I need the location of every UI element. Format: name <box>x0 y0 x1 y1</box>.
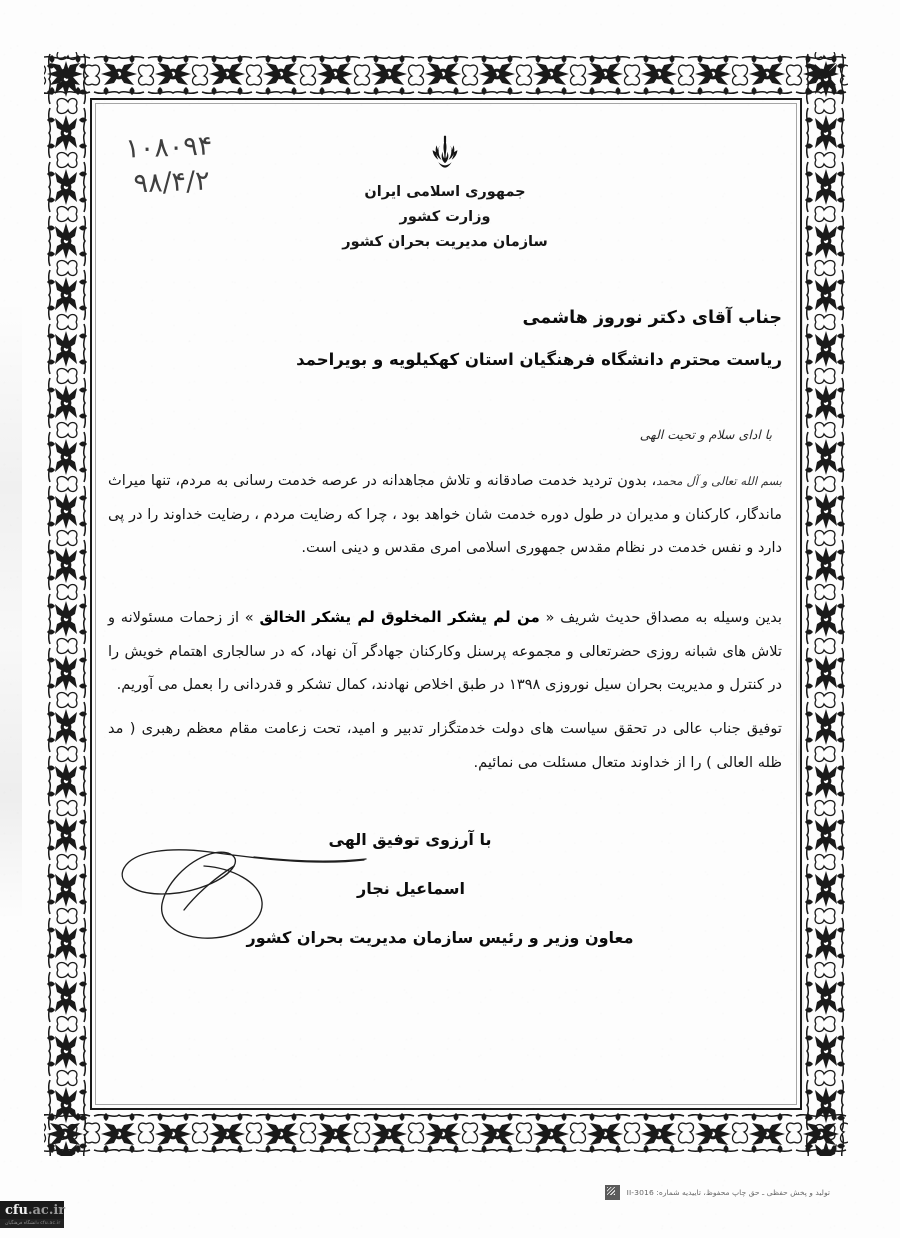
signatory-role: معاون وزیر و رئیس سازمان مدیریت بحران کشور <box>246 928 634 947</box>
scan-edge-smudge <box>0 300 22 920</box>
masthead-line-organization: سازمان مدیریت بحران کشور <box>342 233 548 250</box>
source-watermark <box>0 1201 64 1228</box>
body-paragraph-2 <box>108 600 782 702</box>
addressee-block <box>108 308 782 369</box>
watermark-brand <box>0 1201 64 1219</box>
paragraph-2-prefix: بدین وسیله به مصداق حدیث شریف « <box>539 609 782 626</box>
reference-number: ۱۰۸۰۹۴ <box>124 130 213 165</box>
body-paragraph-3: توفیق جناب عالی در تحقق سیاست های دولت خدمتگزار تدبیر و امید، تحت زعامت مقام معظم رهبری ( مد ظله العالی ) را از خداوند متعال مسئلت می نمائیم. <box>108 720 782 771</box>
border-band-right <box>802 52 848 1156</box>
footer-imprint-text: تولید و پخش حفظی ـ حق چاپ محفوظ، تاییدیه شماره: II-3016 <box>626 1188 830 1197</box>
printer-imprint-logo-icon <box>605 1185 620 1200</box>
watermark-brand-text: cfu <box>5 1203 28 1218</box>
paragraph-2-suffix: » از زحمات مسئولانه و تلاش های شبانه روزی حضرتعالی و مجموعه پرسنل وکارکنان جهادگر آن نهاد، که در سالجاری اهتمام خویش را در کنترل و مدیریت بحران سیل نوروزی ۱۳۹۸ در طبق اخلاص نهادند، کمال تشکر و قدردانی را بعمل می آوریم. <box>108 609 782 694</box>
footer-imprint <box>605 1185 830 1200</box>
invocation-text: بسم الله تعالی و آل محمد <box>656 474 782 488</box>
border-band-left <box>44 52 90 1156</box>
addressee-title: ریاست محترم دانشگاه فرهنگیان استان کهکیلویه و بویراحمد <box>296 350 782 369</box>
masthead-line-ministry: وزارت کشور <box>399 208 491 225</box>
border-band-top <box>44 52 848 98</box>
body-paragraph-1 <box>108 464 782 565</box>
letter-content <box>108 112 782 1088</box>
signature-block <box>108 830 782 947</box>
masthead-line-country: جمهوری اسلامی ایران <box>364 184 526 200</box>
signature-closing: با آرزوی توفیق الهی <box>328 830 492 849</box>
border-band-bottom <box>44 1110 848 1156</box>
paragraph-1-text: ، بدون تردید خدمت صادقانه و تلاش مجاهدانه در عرصه خدمت رسانی به مردم، تنها میراث ماندگار، کارکنان و مدیران در طول دوره خدمت شان خواهد بود ، چرا که رضایت مردم ، رضایت خداوند را در پی دارد و نفس خدمت در نظام مقدس جمهوری اسلامی امری مقدس و دینی است. <box>108 472 782 557</box>
emblem-of-iran-icon <box>428 134 462 170</box>
watermark-subtitle: دانشگاه فرهنگیان cfu.ac.ir <box>0 1219 64 1228</box>
hadith-quote: من لم یشکر المخلوق لم یشکر الخالق <box>259 608 540 626</box>
addressee-name: جناب آقای دکتر نوروز هاشمی <box>522 308 782 328</box>
reference-date: ۹۸/۴/۲ <box>132 165 211 200</box>
salutation-block <box>640 424 772 443</box>
signatory-name: اسماعیل نجار <box>356 879 466 898</box>
salutation-text: با ادای سلام و تحیت الهی <box>639 427 772 442</box>
masthead <box>108 134 782 255</box>
watermark-tld-text: .ac.ir <box>27 1203 66 1218</box>
